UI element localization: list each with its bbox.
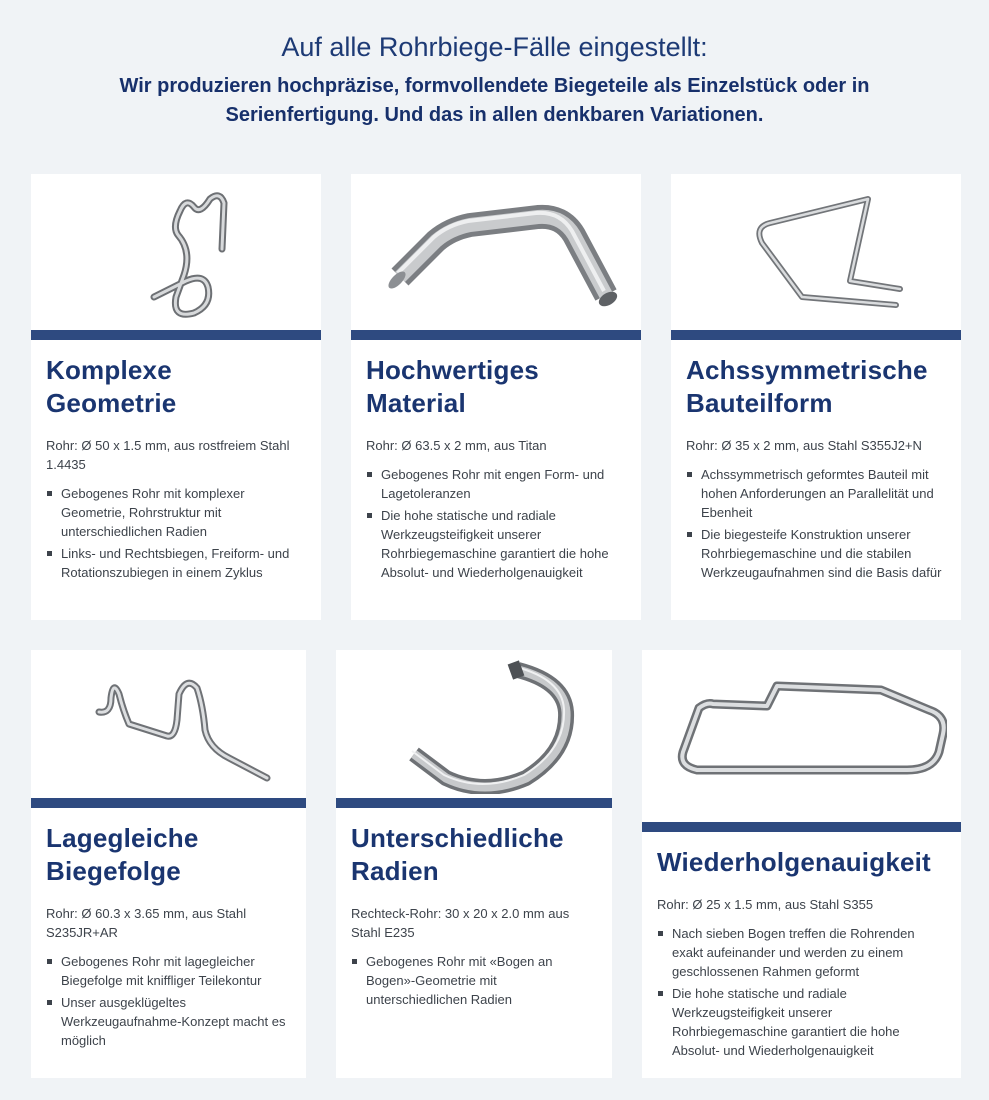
list-item xyxy=(46,484,305,541)
card-spec: Rohr: Ø 25 x 1.5 mm, aus Stahl S355 xyxy=(657,897,874,912)
arc-rectangular-tube-icon xyxy=(354,654,594,794)
list-item-text: Gebogenes Rohr mit «Bogen an Bogen»-Geometrie mit unterschiedlichen Radien xyxy=(366,954,553,1007)
card-title: Wiederholgenauigkeit xyxy=(657,847,931,877)
card-spec: Rohr: Ø 60.3 x 3.65 mm, aus Stahl S235JR+AR xyxy=(46,906,247,940)
card-wiederholgenauigkeit xyxy=(642,650,961,1078)
card-accent-bar xyxy=(642,822,961,832)
card-accent-bar xyxy=(31,330,321,340)
card-accent-bar xyxy=(351,330,641,340)
list-item-text: Nach sieben Bogen treffen die Rohrenden exakt aufeinander und werden zu einem geschlossenen Rahmen geformt xyxy=(672,926,915,979)
card-accent-bar xyxy=(671,330,961,340)
list-item-text: Die biegesteife Konstruktion unserer Rohrbiegemaschine und die stabilen Werkzeugaufnahmen sind die Basis dafür xyxy=(701,527,942,580)
list-item-text: Links- und Rechtsbiegen, Freiform- und Rotationszubiegen in einem Zyklus xyxy=(61,546,290,580)
card-komplexe-geometrie xyxy=(31,174,321,620)
card-title: Hochwertiges Material xyxy=(366,355,539,418)
bullet-icon xyxy=(367,472,372,477)
card-image xyxy=(336,650,612,798)
card-bullet-list xyxy=(46,484,305,582)
card-title: Lagegleiche Biegefolge xyxy=(46,823,199,886)
bullet-icon xyxy=(687,532,692,537)
list-item-text: Achssymmetrisch geformtes Bauteil mit hohen Anforderungen an Parallelität und Ebenheit xyxy=(701,467,934,520)
closed-frame-tube-icon xyxy=(657,656,947,816)
list-item-text: Gebogenes Rohr mit komplexer Geometrie, Rohrstruktur mit unterschiedlichen Radien xyxy=(61,486,245,539)
card-bullet-list xyxy=(686,465,945,582)
card-image xyxy=(351,174,641,330)
card-spec: Rohr: Ø 63.5 x 2 mm, aus Titan xyxy=(366,438,547,453)
list-item xyxy=(686,465,945,522)
bullet-icon xyxy=(352,959,357,964)
list-item xyxy=(46,544,305,582)
card-bullet-list xyxy=(366,465,625,582)
card-achssymmetrische-bauteilform xyxy=(671,174,961,620)
bullet-icon xyxy=(367,513,372,518)
card-title: Achssymmetrische Bauteilform xyxy=(686,355,928,418)
list-item-text: Die hohe statische und radiale Werkzeugsteifigkeit unserer Rohrbiegemaschine garantiert die hohe Absolut- und Wiederholgenauigkeit xyxy=(381,508,609,580)
card-accent-bar xyxy=(31,798,306,808)
card-bullet-list xyxy=(351,952,596,1009)
intro-title: Auf alle Rohrbiege-Fälle eingestellt: xyxy=(281,32,708,62)
wave-bent-tube-icon xyxy=(49,654,289,794)
bullet-icon xyxy=(47,551,52,556)
card-image xyxy=(671,174,961,330)
bullet-icon xyxy=(658,991,663,996)
list-item xyxy=(657,984,945,1060)
bent-titanium-tube-icon xyxy=(366,177,626,327)
card-bullet-list xyxy=(46,952,290,1050)
list-item-text: Gebogenes Rohr mit lagegleicher Biegefolge mit kniffliger Teilekontur xyxy=(61,954,262,988)
list-item xyxy=(46,993,290,1050)
intro-section xyxy=(0,0,989,130)
card-spec: Rohr: Ø 35 x 2 mm, aus Stahl S355J2+N xyxy=(686,438,922,453)
list-item-text: Gebogenes Rohr mit engen Form- und Lagetoleranzen xyxy=(381,467,605,501)
card-accent-bar xyxy=(336,798,612,808)
card-unterschiedliche-radien xyxy=(336,650,612,1078)
card-spec: Rohr: Ø 50 x 1.5 mm, aus rostfreiem Stahl 1.4435 xyxy=(46,438,290,472)
list-item xyxy=(366,465,625,503)
list-item-text: Die hohe statische und radiale Werkzeugsteifigkeit unserer Rohrbiegemaschine garantiert die hohe Absolut- und Wiederholgenauigkeit xyxy=(672,986,900,1058)
list-item xyxy=(46,952,290,990)
card-title: Komplexe Geometrie xyxy=(46,355,177,418)
card-image xyxy=(31,174,321,330)
card-image xyxy=(31,650,306,798)
card-lagegleiche-biegefolge xyxy=(31,650,306,1078)
intro-subtitle: Wir produzieren hochpräzise, formvollendete Biegeteile als Einzelstück oder in Serienfertigung. Und das in allen denkbaren Variationen. xyxy=(119,75,870,126)
bullet-icon xyxy=(47,959,52,964)
list-item xyxy=(366,506,625,582)
symmetric-wire-frame-icon xyxy=(716,177,916,327)
bullet-icon xyxy=(658,931,663,936)
card-hochwertiges-material xyxy=(351,174,641,620)
list-item xyxy=(351,952,596,1009)
s-hook-tube-icon xyxy=(76,177,276,327)
card-spec: Rechteck-Rohr: 30 x 20 x 2.0 mm aus Stahl E235 xyxy=(351,906,570,940)
list-item xyxy=(657,924,945,981)
list-item xyxy=(686,525,945,582)
card-bullet-list xyxy=(657,924,945,1060)
bullet-icon xyxy=(687,472,692,477)
card-title: Unterschiedliche Radien xyxy=(351,823,564,886)
card-image xyxy=(642,650,961,822)
bullet-icon xyxy=(47,491,52,496)
list-item-text: Unser ausgeklügeltes Werkzeugaufnahme-Konzept macht es möglich xyxy=(61,995,286,1048)
bullet-icon xyxy=(47,1000,52,1005)
